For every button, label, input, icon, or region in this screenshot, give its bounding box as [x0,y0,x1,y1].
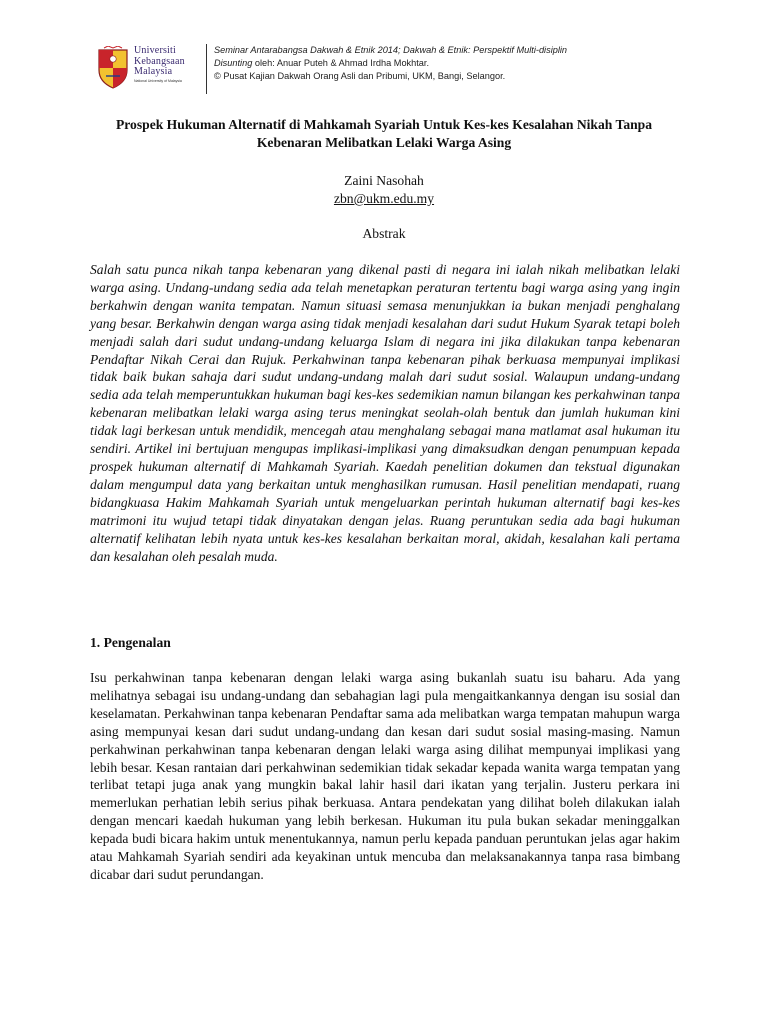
paper-title: Prospek Hukuman Alternatif di Mahkamah Syariah Untuk Kes-kes Kesalahan Nikah Tanpa Kebenaran Melibatkan Lelaki Warga Asing [115,117,653,150]
author-email[interactable] [0,190,768,208]
logo-line-2: Kebangsaan [134,55,185,67]
section-body-introduction: Isu perkahwinan tanpa kebenaran dengan lelaki warga asing bukanlah suatu isu baharu. Ada yang melihatnya sebagai isu undang-undang dan sebahagian lagi pula mengaitkankannya dengan isu sosial dan keselamatan. Perkahwinan tanpa kebenaran Pendaftar sama ada melibatkan warga tempatan mahupun warga asing mempunyai kesan dari sudut undang-undang dan kesan dari sudut sosial masing-masing. Namun perkahwinan perkahwinan tanpa kebenaran dengan lelaki warga asing dilihat mempunyai implikasi yang lebih besar. Kesan rantaian dari perkahwinan sedemikian tidak sekadar kepada wanita warga tempatan yang terlibat tetapi juga anak yang mungkin bakal lahir hasil dari ikatan yang terjalin. Justeru perkara ini memerlukan perhatian lebih serius pihak berkuasa. Antara pendekatan yang dilihat boleh dilakukan ialah dengan mencari kaedah hukuman yang lebih berkesan. Hukuman itu pula bukan sekadar meninggalkan kepada budi bicara hakim untuk menentukannya, namun perlu kepada panduan peruntukan jelas agar hakim atau Mahkamah Syariah sendiri ada keyakinan untuk mencuba dan melaksanakannya tanpa rasa bimbang dicabar dari sudut perundangan. [90,670,680,882]
editors-prefix: Disunting [214,58,253,68]
section-heading-introduction: 1. Pengenalan [90,635,171,650]
abstract-text: Salah satu punca nikah tanpa kebenaran yang dikenal pasti di negara ini ialah nikah melibatkan lelaki warga asing. Undang-undang sedia ada telah menetapkan peraturan tertentu bagi warga asing yang ingin berkahwin dengan wanita tempatan. Namun situasi semasa menunjukkan ia bukan menjadi penghalang yang besar. Berkahwin dengan warga asing tidak menjadi kesalahan dari sudut Hukum Syarak tetapi boleh menjadi salah dari sudut undang-undang keluarga Islam di negara ini jika dilakukan tanpa kebenaran Pendaftar Nikah Cerai dan Rujuk. Perkahwinan tanpa kebenaran pihak berkuasa mempunyai implikasi tidak baik bukan sahaja dari sudut undang-undang malah dari sudut sosial. Walaupun undang-undang sedia ada telah memperuntukkan hukuman bagi kes-kes sedemikian namun bilangan kes perkahwinan tanpa kebenaran melibatkan lelaki warga asing terus meningkat seolah-olah bentuk dan jumlah hukuman kini tidak lagi berkesan untuk mendidik, mencegah atau menghalang sebagai mana matlamat asal hukuman itu sendiri. Artikel ini bertujuan mengupas implikasi-implikasi yang dimaksudkan dengan penumpuan kepada prospek hukuman alternatif di Mahkamah Syariah. Kaedah penelitian dokumen dan tekstual digunakan dalam mengumpul data yang berkaitan untuk menghasilkan rumusan. Hasil penelitian mendapati, ruang bidangkuasa Hakim Mahkamah Syariah untuk mengeluarkan perintah hukuman alternatif bagi kes-kes matrimoni itu wujud tetapi tidak dinyatakan dengan jelas. Ruang peruntukan sedia ada bagi hukuman alternatif kelihatan lebih nyata untuk kes-kes kesalahan berkaitan moral, akidah, kesalahan kali pertama dan kesalahan oleh pesalah muda. [90,262,680,564]
editors-names: oleh: Anuar Puteh & Ahmad Irdha Mokhtar. [252,58,430,68]
crest-icon [96,46,130,90]
logo-wordmark [134,46,185,83]
conference-line: Seminar Antarabangsa Dakwah & Etnik 2014; Dakwah & Etnik: Perspektif Multi-disiplin [214,45,568,55]
logo-line-3: Malaysia [134,66,173,77]
editors-line [214,57,567,70]
author-name: Zaini Nasohah [344,173,424,188]
logo-subtitle: National University of Malaysia [134,78,182,83]
page-header [92,40,692,102]
copyright-line: © Pusat Kajian Dakwah Orang Asli dan Pribumi, UKM, Bangi, Selangor. [214,71,506,81]
header-info [214,44,567,83]
abstract-heading: Abstrak [362,226,406,241]
logo-line-1: Universiti [134,45,176,56]
email-link[interactable]: zbn@ukm.edu.my [333,191,435,206]
header-divider [206,44,207,94]
university-logo [92,40,204,96]
